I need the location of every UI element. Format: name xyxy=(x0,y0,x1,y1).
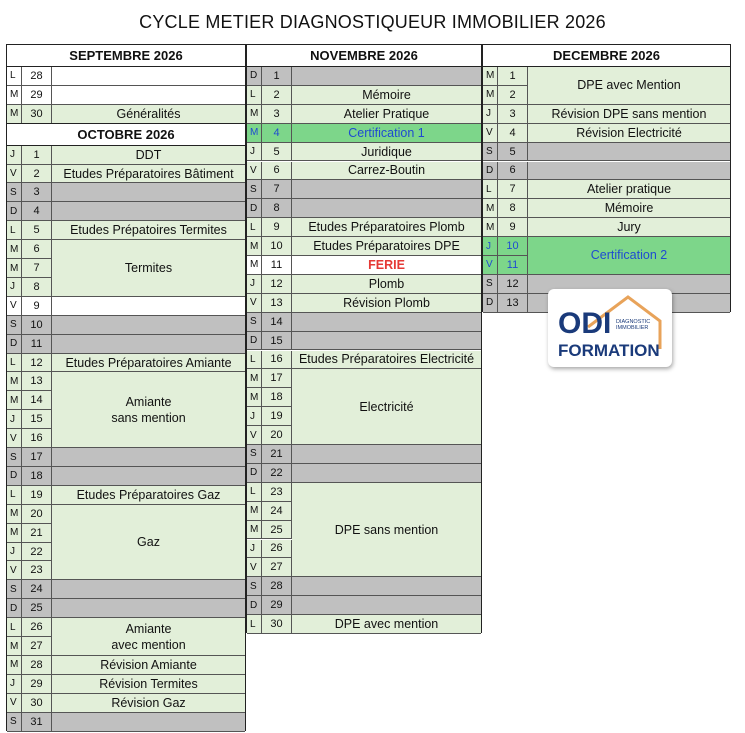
day-number: 9 xyxy=(498,218,528,236)
event-cell: Mémoire xyxy=(528,199,730,218)
day-number: 13 xyxy=(498,294,528,312)
day-row xyxy=(247,180,481,199)
day-number: 1 xyxy=(22,146,52,164)
weekday-letter: M xyxy=(7,105,22,123)
weekday-letter: V xyxy=(7,561,22,579)
day-number: 9 xyxy=(262,218,292,236)
day-number: 25 xyxy=(262,521,292,539)
day-number: 28 xyxy=(262,577,292,595)
weekday-letter: S xyxy=(7,316,22,334)
event-cell: Carrez-Boutin xyxy=(292,162,481,181)
day-number: 5 xyxy=(498,143,528,161)
logo-word: FORMATION xyxy=(558,341,660,360)
event-cell: Etudes Préparatoires Electricité xyxy=(292,351,481,370)
event-cell: Révision Gaz xyxy=(52,694,245,713)
day-number: 12 xyxy=(22,354,52,372)
weekday-letter: D xyxy=(7,335,22,353)
event-cell: Juridique xyxy=(292,143,481,162)
weekday-letter: S xyxy=(7,713,22,731)
weekday-letter: J xyxy=(247,540,262,558)
day-number: 23 xyxy=(22,561,52,579)
month-header: NOVEMBRE 2026 xyxy=(247,45,481,67)
event-cell: Atelier Pratique xyxy=(292,105,481,124)
weekday-letter: M xyxy=(247,388,262,406)
day-number: 20 xyxy=(22,505,52,523)
day-number: 19 xyxy=(262,407,292,425)
weekday-letter: M xyxy=(247,237,262,255)
day-number: 1 xyxy=(262,67,292,85)
day-number: 29 xyxy=(22,86,52,104)
day-number: 10 xyxy=(22,316,52,334)
weekday-letter: D xyxy=(7,599,22,617)
event-cell: Révision Plomb xyxy=(292,294,481,313)
day-number: 29 xyxy=(262,596,292,614)
weekday-letter: L xyxy=(7,486,22,504)
weekday-letter: M xyxy=(247,369,262,387)
logo-brand: ODI xyxy=(558,307,612,340)
day-number: 12 xyxy=(262,275,292,293)
event-cell: DPE avec Mention xyxy=(528,67,730,105)
day-number: 30 xyxy=(22,694,52,712)
weekday-letter: J xyxy=(247,407,262,425)
day-row xyxy=(7,713,245,732)
day-number: 24 xyxy=(262,502,292,520)
weekday-letter: D xyxy=(483,162,498,180)
weekday-letter: S xyxy=(247,577,262,595)
day-row xyxy=(7,297,245,316)
day-number: 6 xyxy=(22,240,52,258)
event-cell: Généralités xyxy=(52,105,245,124)
day-number: 18 xyxy=(22,467,52,485)
day-number: 30 xyxy=(22,105,52,123)
day-number: 13 xyxy=(22,372,52,390)
weekday-letter: L xyxy=(7,221,22,239)
day-number: 30 xyxy=(262,615,292,633)
day-number: 9 xyxy=(22,297,52,315)
day-number: 3 xyxy=(498,105,528,123)
weekday-letter: S xyxy=(7,183,22,201)
event-cell: Etudes Préparatoires DPE xyxy=(292,237,481,256)
month-block xyxy=(6,44,246,123)
weekday-letter: L xyxy=(247,218,262,236)
day-number: 27 xyxy=(22,637,52,655)
weekday-letter: L xyxy=(7,354,22,372)
weekday-letter: J xyxy=(483,105,498,123)
weekday-letter: J xyxy=(247,275,262,293)
weekday-letter: M xyxy=(7,240,22,258)
day-number: 26 xyxy=(22,618,52,636)
weekday-letter: D xyxy=(247,596,262,614)
weekday-letter: S xyxy=(247,313,262,331)
weekday-letter: M xyxy=(7,372,22,390)
day-number: 29 xyxy=(22,675,52,693)
weekday-letter: V xyxy=(483,256,498,274)
month-header: SEPTEMBRE 2026 xyxy=(7,45,245,67)
weekday-letter: L xyxy=(483,180,498,198)
weekday-letter: M xyxy=(247,256,262,274)
day-number: 27 xyxy=(262,558,292,576)
day-number: 28 xyxy=(22,67,52,85)
day-row xyxy=(247,464,481,483)
day-number: 17 xyxy=(22,448,52,466)
event-cell: Etudes Préparatoires Amiante xyxy=(52,354,245,373)
day-number: 10 xyxy=(498,237,528,255)
weekday-letter: D xyxy=(247,332,262,350)
event-cell: Electricité xyxy=(292,369,481,445)
day-number: 24 xyxy=(22,580,52,598)
weekday-letter: S xyxy=(483,143,498,161)
month-header: OCTOBRE 2026 xyxy=(7,124,245,146)
day-number: 8 xyxy=(22,278,52,296)
weekday-letter: V xyxy=(247,162,262,180)
weekday-letter: S xyxy=(247,180,262,198)
event-cell: Etudes Préparatoires Plomb xyxy=(292,218,481,237)
event-cell: Révision DPE sans mention xyxy=(528,105,730,124)
weekday-letter: J xyxy=(247,143,262,161)
weekday-letter: M xyxy=(483,218,498,236)
weekday-letter: J xyxy=(483,237,498,255)
weekday-letter: V xyxy=(247,294,262,312)
weekday-letter: J xyxy=(7,278,22,296)
day-number: 7 xyxy=(498,180,528,198)
page-title: CYCLE METIER DIAGNOSTIQUEUR IMMOBILIER 2026 xyxy=(139,12,606,32)
weekday-letter: V xyxy=(483,124,498,142)
event-cell: Etudes Prépatoires Termites xyxy=(52,221,245,240)
weekday-letter: M xyxy=(7,656,22,674)
day-number: 6 xyxy=(262,162,292,180)
weekday-letter: D xyxy=(7,467,22,485)
day-number: 5 xyxy=(262,143,292,161)
day-row xyxy=(247,313,481,332)
day-number: 2 xyxy=(262,86,292,104)
day-number: 23 xyxy=(262,483,292,501)
odi-formation-logo xyxy=(548,289,672,367)
day-number: 7 xyxy=(22,259,52,277)
weekday-letter: M xyxy=(483,86,498,104)
day-number: 3 xyxy=(262,105,292,123)
event-cell: Etudes Préparatoires Gaz xyxy=(52,486,245,505)
weekday-letter: M xyxy=(247,124,262,142)
day-row xyxy=(247,596,481,615)
day-number: 1 xyxy=(498,67,528,85)
weekday-letter: M xyxy=(247,105,262,123)
event-cell: Jury xyxy=(528,218,730,237)
day-row xyxy=(7,599,245,618)
event-cell: DPE sans mention xyxy=(292,483,481,578)
event-cell: DDT xyxy=(52,146,245,165)
day-row xyxy=(7,86,245,105)
month-block xyxy=(6,123,246,731)
day-number: 6 xyxy=(498,162,528,180)
day-number: 4 xyxy=(498,124,528,142)
day-number: 2 xyxy=(498,86,528,104)
event-cell: Etudes Préparatoires Bâtiment xyxy=(52,165,245,184)
day-number: 7 xyxy=(262,180,292,198)
day-row xyxy=(7,316,245,335)
day-number: 8 xyxy=(262,199,292,217)
day-row xyxy=(7,448,245,467)
weekday-letter: V xyxy=(7,694,22,712)
day-number: 8 xyxy=(498,199,528,217)
event-cell: Révision Amiante xyxy=(52,656,245,675)
weekday-letter: D xyxy=(247,464,262,482)
weekday-letter: L xyxy=(7,618,22,636)
event-cell: Termites xyxy=(52,240,245,297)
weekday-letter: M xyxy=(483,67,498,85)
weekday-letter: M xyxy=(7,86,22,104)
event-cell: Certification 1 xyxy=(292,124,481,143)
event-cell: Révision Electricité xyxy=(528,124,730,143)
weekday-letter: V xyxy=(7,429,22,447)
day-number: 11 xyxy=(22,335,52,353)
day-row xyxy=(7,580,245,599)
day-row xyxy=(483,143,730,162)
day-row xyxy=(247,577,481,596)
event-cell: Amiante avec mention xyxy=(52,618,245,656)
weekday-letter: J xyxy=(7,410,22,428)
day-number: 11 xyxy=(262,256,292,274)
month-block xyxy=(246,44,482,633)
day-number: 21 xyxy=(22,524,52,542)
weekday-letter: D xyxy=(483,294,498,312)
day-row xyxy=(247,199,481,218)
day-number: 2 xyxy=(22,165,52,183)
day-row xyxy=(7,335,245,354)
weekday-letter: M xyxy=(247,502,262,520)
weekday-letter: J xyxy=(7,675,22,693)
month-block xyxy=(482,44,731,312)
day-number: 21 xyxy=(262,445,292,463)
weekday-letter: M xyxy=(247,521,262,539)
day-number: 15 xyxy=(262,332,292,350)
event-cell: DPE avec mention xyxy=(292,615,481,634)
day-number: 18 xyxy=(262,388,292,406)
weekday-letter: S xyxy=(247,445,262,463)
day-number: 14 xyxy=(262,313,292,331)
day-number: 10 xyxy=(262,237,292,255)
event-cell: Certification 2 xyxy=(528,237,730,275)
weekday-letter: S xyxy=(483,275,498,293)
day-number: 13 xyxy=(262,294,292,312)
day-number: 28 xyxy=(22,656,52,674)
day-row xyxy=(7,467,245,486)
day-row xyxy=(7,67,245,86)
weekday-letter: L xyxy=(247,86,262,104)
weekday-letter: L xyxy=(7,67,22,85)
day-number: 31 xyxy=(22,713,52,731)
day-number: 14 xyxy=(22,391,52,409)
weekday-letter: M xyxy=(483,199,498,217)
weekday-letter: V xyxy=(247,426,262,444)
day-number: 11 xyxy=(498,256,528,274)
day-row xyxy=(247,67,481,86)
day-number: 20 xyxy=(262,426,292,444)
weekday-letter: M xyxy=(7,259,22,277)
weekday-letter: V xyxy=(7,297,22,315)
month-header: DECEMBRE 2026 xyxy=(483,45,730,67)
day-number: 17 xyxy=(262,369,292,387)
day-number: 5 xyxy=(22,221,52,239)
weekday-letter: S xyxy=(7,448,22,466)
weekday-letter: M xyxy=(7,524,22,542)
day-number: 26 xyxy=(262,540,292,558)
day-row xyxy=(247,332,481,351)
weekday-letter: D xyxy=(247,67,262,85)
event-cell: Atelier pratique xyxy=(528,180,730,199)
day-row xyxy=(7,183,245,202)
day-row xyxy=(7,202,245,221)
event-cell: Gaz xyxy=(52,505,245,581)
day-number: 15 xyxy=(22,410,52,428)
day-number: 12 xyxy=(498,275,528,293)
weekday-letter: J xyxy=(7,543,22,561)
weekday-letter: J xyxy=(7,146,22,164)
weekday-letter: S xyxy=(7,580,22,598)
weekday-letter: L xyxy=(247,483,262,501)
event-cell: Révision Termites xyxy=(52,675,245,694)
weekday-letter: L xyxy=(247,615,262,633)
day-number: 16 xyxy=(22,429,52,447)
event-cell: FERIE xyxy=(292,256,481,275)
weekday-letter: M xyxy=(7,637,22,655)
weekday-letter: L xyxy=(247,351,262,369)
day-number: 16 xyxy=(262,351,292,369)
event-cell: Mémoire xyxy=(292,86,481,105)
weekday-letter: M xyxy=(7,391,22,409)
weekday-letter: V xyxy=(247,558,262,576)
weekday-letter: D xyxy=(247,199,262,217)
day-number: 22 xyxy=(22,543,52,561)
event-cell: Amiante sans mention xyxy=(52,372,245,448)
day-number: 19 xyxy=(22,486,52,504)
weekday-letter: M xyxy=(7,505,22,523)
day-number: 25 xyxy=(22,599,52,617)
weekday-letter: V xyxy=(7,165,22,183)
day-number: 4 xyxy=(262,124,292,142)
weekday-letter: D xyxy=(7,202,22,220)
day-number: 22 xyxy=(262,464,292,482)
day-number: 4 xyxy=(22,202,52,220)
event-cell: Plomb xyxy=(292,275,481,294)
day-row xyxy=(247,445,481,464)
day-number: 3 xyxy=(22,183,52,201)
logo-tagline: DIAGNOSTIC IMMOBILIER xyxy=(616,319,651,331)
day-row xyxy=(483,162,730,181)
